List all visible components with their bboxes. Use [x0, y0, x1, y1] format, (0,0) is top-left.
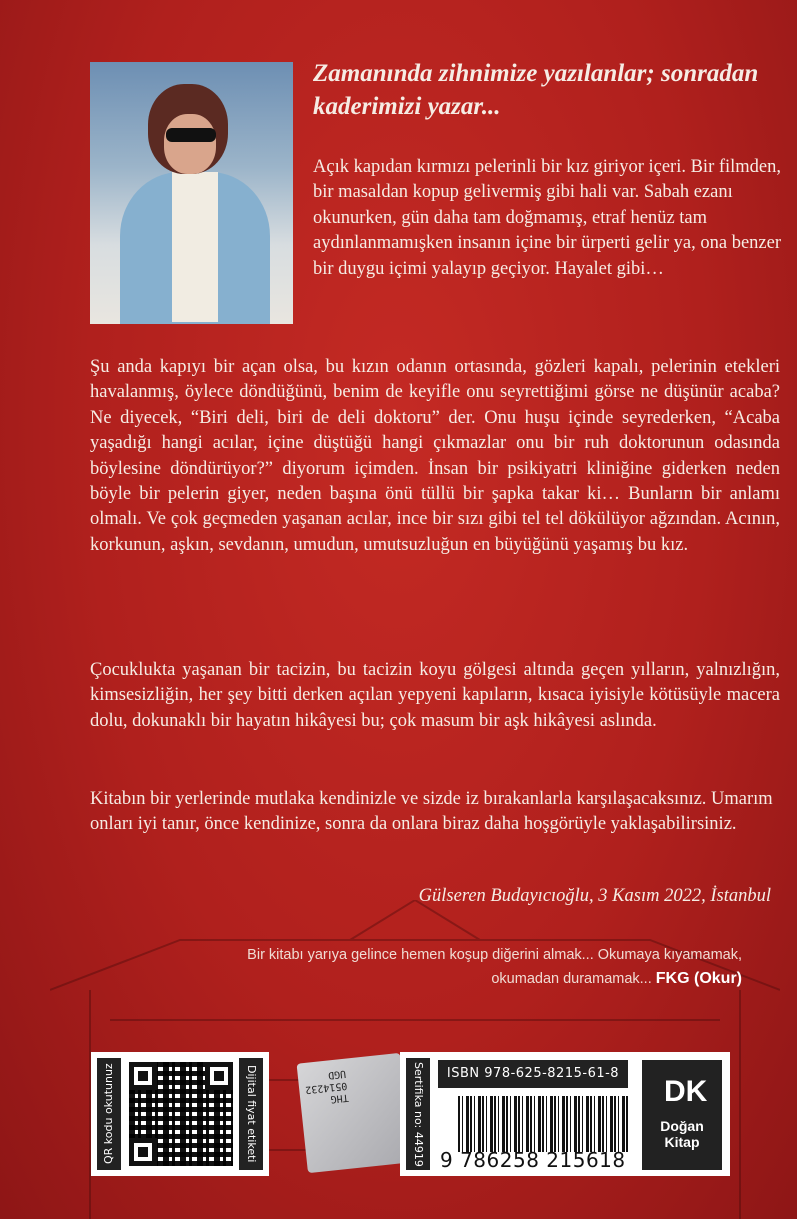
publisher-mark: DK [664, 1075, 708, 1108]
banderole-sticker [297, 1053, 412, 1173]
publisher-logo [642, 1060, 722, 1170]
tagline-quote: Zamanında zihnimize yazılanlar; sonradan kaderimizi yazar... [313, 60, 759, 120]
paragraph-2: Şu anda kapıyı bir açan olsa, bu kızın odanın ortasında, gözleri kapalı, pelerinin etekleri havalanmış, öylece döndüğünü, benim de keyifle onu seyrettiğimi görse ne düşünür acaba? Ne diyecek, “Biri deli, biri de deli doktoru” der. Onu huşu içinde seyrederken, “Acaba yaşadığı hangi acılar, içine düştüğü hangi çıkmazlar onu bir ruh doktorunun odasında böylesine döndürüyor?” diyorum içimden. İnsan bir psikiyatri kliniğine giderken neden böyle bir pelerin giyer, neden başına önü tüllü bir şapka takar ki… Bunların bir anlamı olmalı. Ve çok geçmeden yaşanan acılar, ince bir sızı gibi tel tel dökülüyor ağzından. Acının, korkunun, aşkın, sevdanın, umudun, umutsuzluğun en büyüğünü yaşamış bu kız. [90, 357, 780, 555]
isbn-block [400, 1052, 730, 1176]
reader-quote-author: FKG (Okur) [655, 970, 742, 987]
paragraph-4: Kitabın bir yerlerinde mutlaka kendinizle ve sizde iz bırakanlarla karşılaşacaksınız. Umarım onları iyi tanır, önce kendinize, sonra da onlara biraz daha hoşgörüyle yaklaşabilirsiniz. [90, 789, 773, 835]
reader-quote [182, 943, 742, 991]
reader-quote-text: Bir kitabı yarıya gelince hemen koşup diğerini almak... Okumaya kıyamamak, okumadan duramamak... [247, 947, 742, 987]
qr-price-label [91, 1052, 269, 1176]
publisher-name-2: Kitap [664, 1134, 700, 1150]
paragraph-3: Çocuklukta yaşanan bir tacizin, bu tacizin koyu gölgesi altında geçen yılların, yalnızlığın, kimsesizliğin, her şey bitti derken açılan yepyeni kapıların, kısaca iyisiyle kötüsüyle macera dolu, dokunaklı bir hayatın hikâyesi bu; çok masum bir aşk hikâyesi aslında. [90, 660, 780, 731]
certificate-number: Sertifika no: 44919 [406, 1058, 430, 1170]
qr-code[interactable] [129, 1062, 233, 1166]
sticker-line-1: THG [329, 1091, 350, 1105]
sticker-line-2: 0514232 [304, 1079, 348, 1095]
paragraph-1: Açık kapıdan kırmızı pelerinli bir kız giriyor içeri. Bir filmden, bir masaldan kopup gelivermiş gibi hali var. Sabah ezanı okunurken, gün daha tam doğmamış, etraf henüz tam aydınlanmamışken insanın içine bir ürperti gelir ya, ona benzer bir duygu içimi yalayıp geçiyor. Hayalet gibi… [313, 157, 782, 279]
sticker-line-3: UGD [327, 1067, 347, 1081]
author-signature: Gülseren Budayıcıoğlu, 3 Kasım 2022, İstanbul [418, 886, 771, 906]
digital-price-label: Dijital fiyat etiketi [239, 1058, 263, 1170]
isbn-label: ISBN 978-625-8215-61-8 [438, 1060, 628, 1088]
author-photo [90, 62, 293, 324]
qr-scan-label: QR kodu okutunuz [97, 1058, 121, 1170]
barcode-digits: 9 786258 215618 [440, 1148, 626, 1172]
barcode [458, 1096, 628, 1152]
publisher-name-1: Doğan [660, 1118, 704, 1134]
